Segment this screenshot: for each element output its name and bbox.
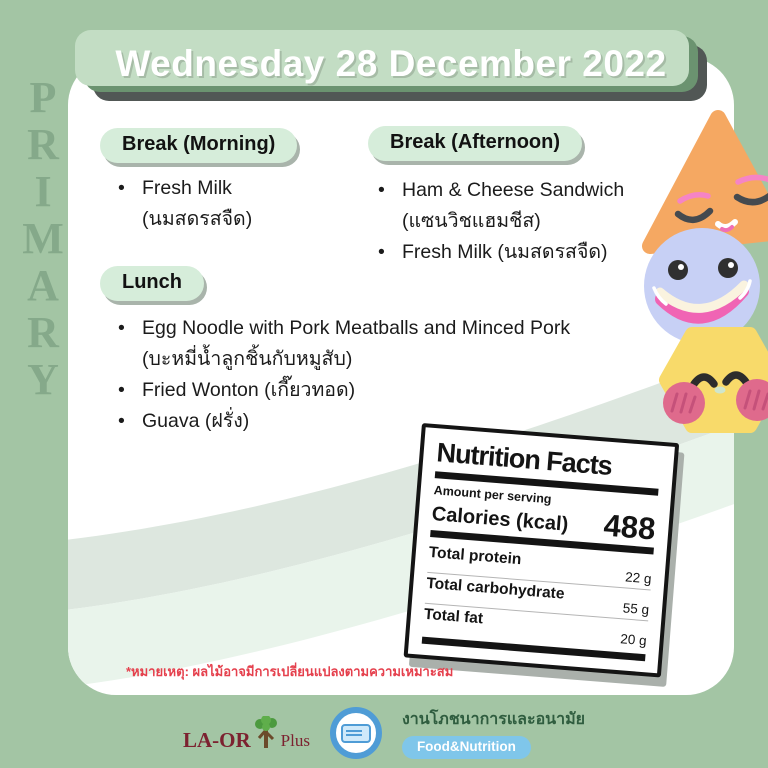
calories-label: Calories (kcal) bbox=[431, 503, 570, 536]
section-pill-break-morning: Break (Morning) bbox=[100, 128, 297, 163]
primary-letter: M bbox=[22, 214, 64, 263]
date-banner: Wednesday 28 December 2022 bbox=[84, 36, 698, 92]
laor-logo-text: LA-OR bbox=[182, 728, 251, 752]
primary-letter: R bbox=[27, 120, 59, 169]
bullet-icon: • bbox=[118, 177, 125, 199]
bullet-icon: • bbox=[118, 317, 125, 339]
menu-item bbox=[378, 237, 624, 268]
menu-item bbox=[118, 173, 252, 235]
primary-letter: I bbox=[34, 167, 52, 216]
fruit-change-note: *หมายเหตุ: ผลไม้อาจมีการเปลี่ยนแปลงตามความเหมาะสม bbox=[126, 664, 454, 679]
amount-per-serving-label: Amount per serving bbox=[433, 483, 553, 507]
menu-item-text: Guava (ฝรั่ง) bbox=[142, 410, 250, 432]
bullet-icon: • bbox=[378, 241, 385, 263]
menu-item-text: Egg Noodle with Pork Meatballs and Minced Pork bbox=[142, 317, 571, 339]
badge-emblem-icon bbox=[341, 724, 371, 743]
nutrient-value: 22 g bbox=[624, 569, 653, 587]
menu-item-text-thai: (บะหมี่น้ำลูกชิ้นกับหมูสับ) bbox=[142, 348, 353, 370]
laor-plus-text: Plus bbox=[280, 731, 310, 750]
primary-letter: P bbox=[29, 73, 57, 122]
food-nutrition-pill: Food&Nutrition bbox=[402, 736, 531, 759]
primary-level-label bbox=[16, 74, 70, 403]
menu-item bbox=[118, 375, 570, 406]
nutrient-value: 55 g bbox=[622, 600, 650, 618]
menu-item bbox=[118, 313, 570, 375]
menu-card bbox=[68, 57, 734, 695]
menu-list-afternoon bbox=[378, 175, 624, 268]
bullet-icon: • bbox=[378, 179, 385, 201]
nutrition-title: Nutrition Facts bbox=[435, 437, 613, 481]
nutrient-label: Total carbohydrate bbox=[425, 574, 566, 603]
section-pill-break-afternoon: Break (Afternoon) bbox=[368, 126, 582, 161]
primary-letter: R bbox=[27, 308, 59, 357]
department-name-thai: งานโภชนาการและอนามัย bbox=[401, 711, 586, 728]
nutrition-facts-label bbox=[404, 423, 680, 678]
school-badge-icon bbox=[330, 707, 382, 759]
nutrient-label: Total protein bbox=[428, 543, 522, 569]
menu-list-morning bbox=[118, 173, 252, 235]
menu-item-text-thai: (นมสดรสจืด) bbox=[142, 208, 253, 230]
nutrient-value: 20 g bbox=[619, 631, 648, 649]
tree-icon bbox=[253, 716, 279, 750]
blushing-hexagon-character-icon bbox=[656, 326, 768, 436]
menu-item bbox=[378, 175, 624, 237]
section-pill-lunch: Lunch bbox=[100, 266, 204, 301]
menu-list-lunch bbox=[118, 313, 570, 437]
menu-item-text: Fresh Milk bbox=[142, 177, 232, 199]
primary-letter: A bbox=[27, 261, 59, 310]
footer bbox=[0, 702, 768, 764]
calories-value: 488 bbox=[602, 507, 657, 547]
menu-item-text: Fried Wonton (เกี๊ยวทอด) bbox=[142, 379, 356, 401]
menu-item-text-thai: (แซนวิชแฮมชีส) bbox=[402, 210, 541, 232]
primary-letter: Y bbox=[27, 355, 59, 404]
laor-plus-logo bbox=[183, 716, 310, 750]
bullet-icon: • bbox=[118, 410, 125, 432]
menu-item-text: Fresh Milk (นมสดรสจืด) bbox=[402, 241, 608, 263]
nutrient-label: Total fat bbox=[423, 605, 484, 628]
nutrition-department-block bbox=[402, 707, 585, 759]
bullet-icon: • bbox=[118, 379, 125, 401]
menu-item-text: Ham & Cheese Sandwich bbox=[402, 179, 625, 201]
